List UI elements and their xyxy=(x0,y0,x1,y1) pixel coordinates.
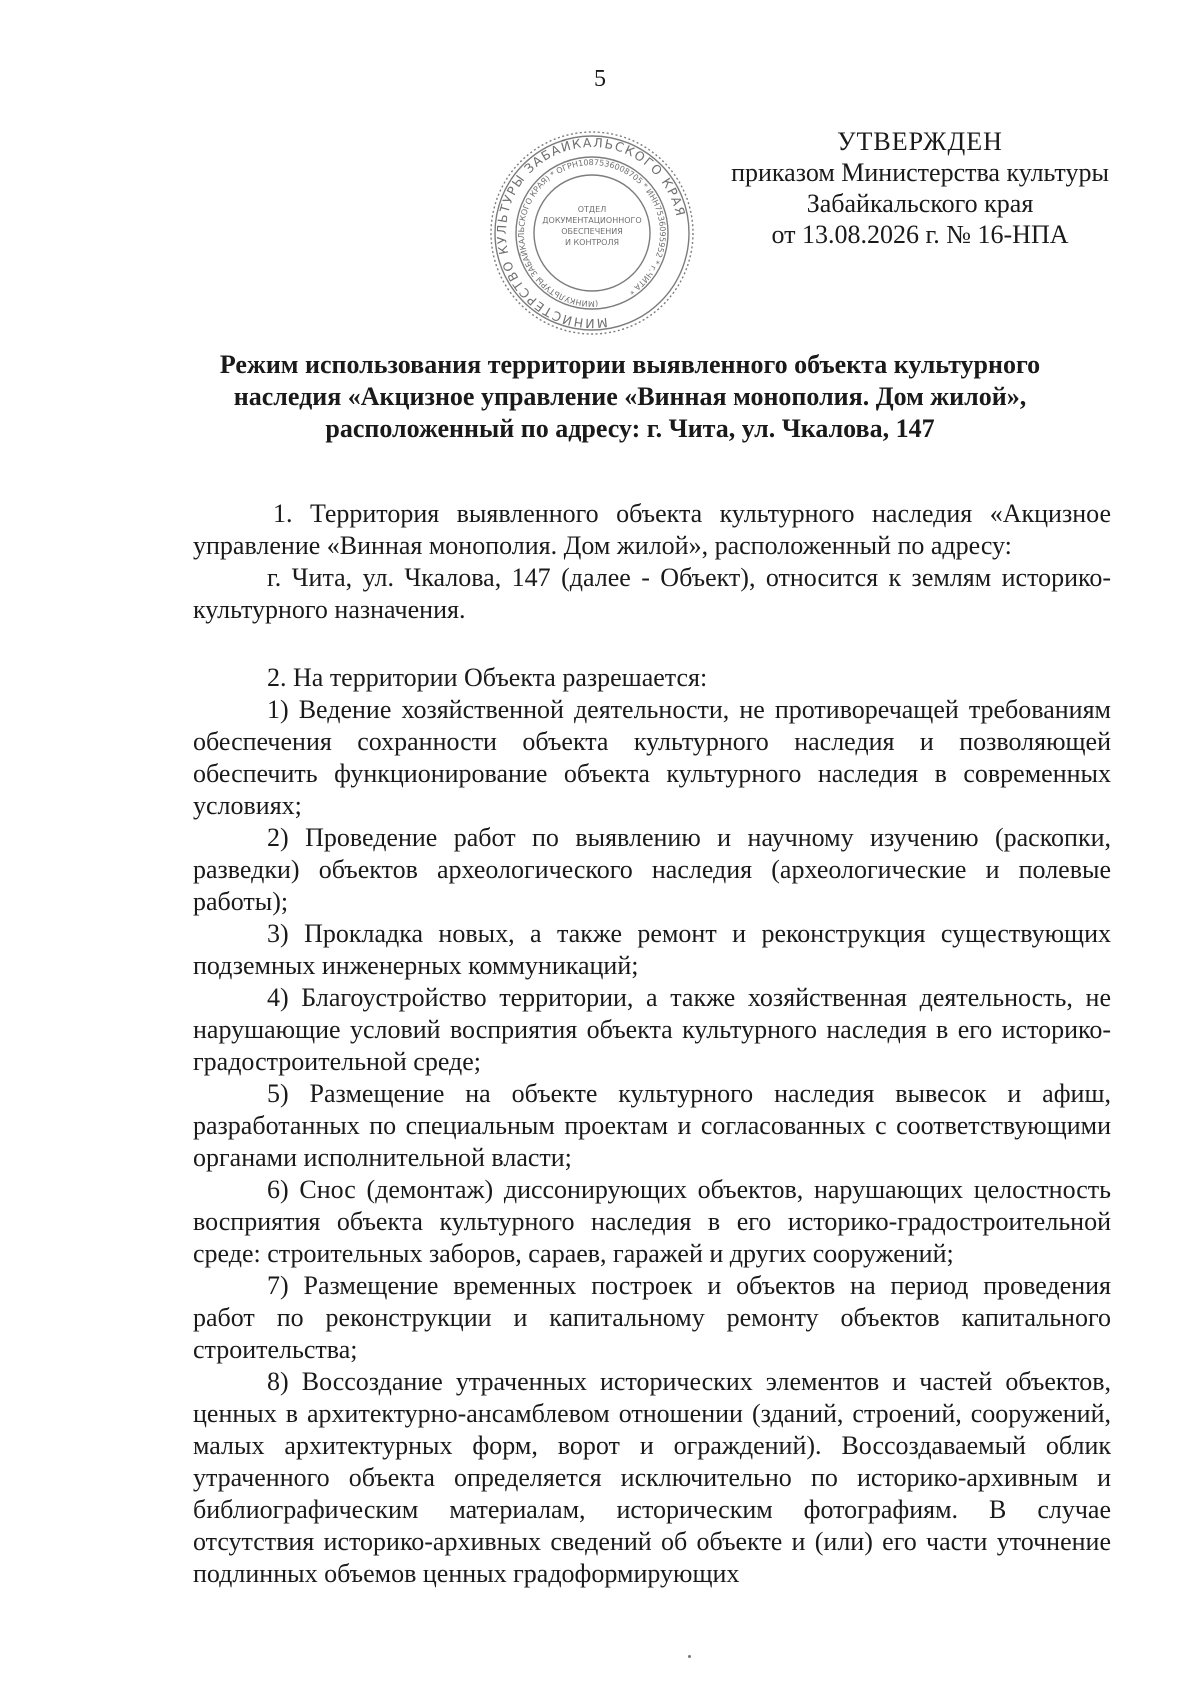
seal-center-line-4: И КОНТРОЛЯ xyxy=(564,238,620,247)
approval-line-3: от 13.08.2026 г. № 16-НПА xyxy=(771,220,1069,249)
list-item-3: 3) Прокладка новых, а также ремонт и реконструкция существующих подземных инженерных коммуникаций; xyxy=(193,919,1111,980)
seal-center-line-2: ДОКУМЕНТАЦИОННОГО xyxy=(542,216,642,225)
title-line-3: расположенный по адресу: г. Чита, ул. Чкалова, 147 xyxy=(325,414,935,443)
seal-center-line-1: ОТДЕЛ xyxy=(577,205,607,214)
seal-center-line-3: ОБЕСПЕЧЕНИЯ xyxy=(561,227,623,236)
approval-heading: УТВЕРЖДЕН xyxy=(837,127,1003,156)
list-item-4: 4) Благоустройство территории, а также хозяйственная деятельность, не нарушающие условий восприятия объекта культурного наследия в его историко-градостроительной среде; xyxy=(193,983,1111,1076)
list-item-8: 8) Воссоздание утраченных исторических элементов и частей объектов, ценных в архитектурно-ансамблевом отношении (зданий, строений, сооружений, малых архитектурных форм, ворот и ограждений). Воссоздаваемый облик утраченного объекта определяется исключительно по историко-архивным и библиографическим материалам, историческим фотографиям. В случае отсутствия историко-архивных сведений об объекте и (или) его части уточнение подлинных объемов ценных градоформирующих xyxy=(193,1367,1111,1588)
paragraph-1-part-2: г. Чита, ул. Чкалова, 147 (далее - Объект), относится к землям историко-культурного назначения. xyxy=(193,563,1111,624)
seal-graphic xyxy=(487,128,697,338)
title-line-2: наследия «Акцизное управление «Винная монополия. Дом жилой», xyxy=(233,382,1027,411)
title-line-1: Режим использования территории выявленного объекта культурного xyxy=(219,350,1041,379)
document-title xyxy=(190,349,1070,445)
document-body xyxy=(193,498,1111,1590)
scan-speck xyxy=(688,1655,691,1658)
list-item-5: 5) Размещение на объекте культурного наследия вывесок и афиш, разработанных по специальным проектам и согласованных с соответствующими органами исполнительной власти; xyxy=(193,1079,1111,1172)
list-item-2: 2) Проведение работ по выявлению и научному изучению (раскопки, разведки) объектов археологического наследия (археологические и полевые работы); xyxy=(193,823,1111,916)
list-item-1: 1) Ведение хозяйственной деятельности, не противоречащей требованиям обеспечения сохранности объекта культурного наследия и позволяющей обеспечить функционирование объекта культурного наследия в современных условиях; xyxy=(193,695,1111,820)
approval-line-1: приказом Министерства культуры xyxy=(731,158,1109,187)
list-item-7: 7) Размещение временных построек и объектов на период проведения работ по реконструкции и капитальному ремонту объектов капитального строительства; xyxy=(193,1271,1111,1364)
paragraph-1-part-1: 1. Территория выявленного объекта культурного наследия «Акцизное управление «Винная монополия. Дом жилой», расположенный по адресу: xyxy=(193,499,1111,560)
official-seal-stamp xyxy=(487,128,697,338)
seal-inner-text: (МИНКУЛЬТУРЫ ЗАБАЙКАЛЬСКОГО КРАЯ) * ОГРН1087536008705 * ИНН7536095952 * г.ЧИТА * xyxy=(516,157,668,309)
seal-outer-text: МИНИСТЕРСТВО КУЛЬТУРЫ ЗАБАЙКАЛЬСКОГО КРАЯ xyxy=(493,134,689,332)
paragraph-2: 2. На территории Объекта разрешается: xyxy=(267,663,708,692)
list-item-6: 6) Снос (демонтаж) диссонирующих объектов, нарушающих целостность восприятия объекта культурного наследия в его историко-градостроительной среде: строительных заборов, сараев, гаражей и других сооружений; xyxy=(193,1175,1111,1268)
approval-block xyxy=(700,126,1140,250)
page-number: 5 xyxy=(594,66,606,92)
approval-line-2: Забайкальского края xyxy=(806,189,1034,218)
